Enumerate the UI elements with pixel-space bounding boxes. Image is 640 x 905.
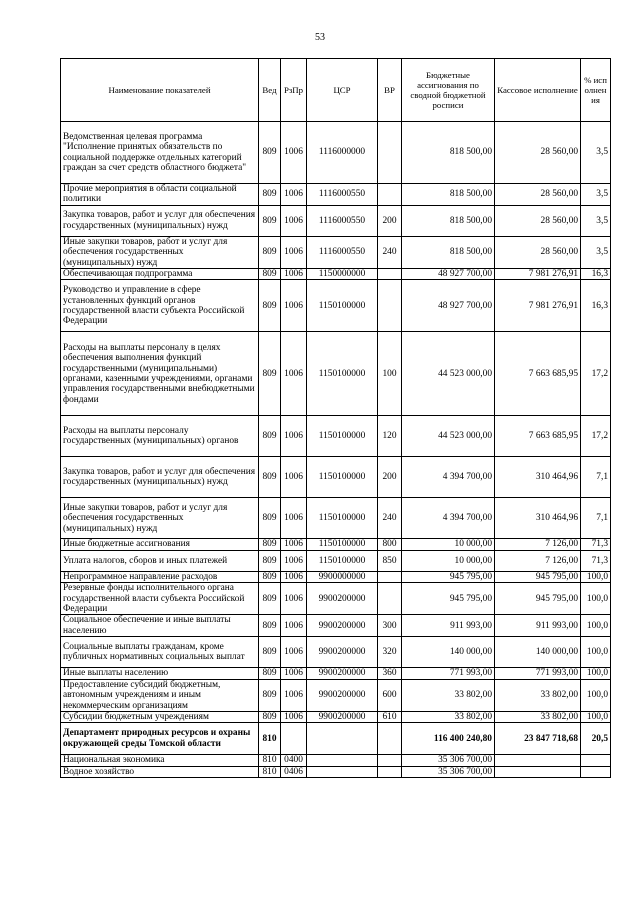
row-ved: 809	[259, 236, 281, 268]
row-budget-allocation: 945 795,00	[402, 583, 495, 615]
row-execution-percent: 3,5	[581, 205, 611, 236]
row-cash-execution: 911 993,00	[495, 615, 581, 637]
row-cash-execution: 7 663 685,95	[495, 332, 581, 416]
row-cash-execution: 310 464,96	[495, 498, 581, 539]
row-indicator-name: Департамент природных ресурсов и охраны окружающей среды Томской области	[61, 723, 259, 755]
table-row	[61, 539, 611, 550]
row-ved: 809	[259, 457, 281, 498]
row-budget-allocation: 44 523 000,00	[402, 332, 495, 416]
row-csr: 1150100000	[307, 332, 378, 416]
header-csr: ЦСР	[307, 59, 378, 122]
row-csr: 1116000550	[307, 205, 378, 236]
row-cash-execution: 310 464,96	[495, 457, 581, 498]
row-vr: 120	[378, 416, 402, 457]
row-cash-execution: 7 126,00	[495, 550, 581, 571]
row-budget-allocation: 4 394 700,00	[402, 498, 495, 539]
row-indicator-name: Социальные выплаты гражданам, кроме публичных нормативных социальных выплат	[61, 637, 259, 668]
row-rzpr: 1006	[281, 122, 307, 184]
row-execution-percent: 16,3	[581, 269, 611, 280]
row-ved: 809	[259, 583, 281, 615]
row-execution-percent: 100,0	[581, 571, 611, 582]
row-ved: 809	[259, 668, 281, 679]
row-rzpr: 1006	[281, 637, 307, 668]
row-indicator-name: Закупка товаров, работ и услуг для обеспечения государственных (муниципальных) нужд	[61, 457, 259, 498]
row-rzpr: 1006	[281, 711, 307, 722]
row-vr: 600	[378, 679, 402, 711]
row-budget-allocation: 818 500,00	[402, 122, 495, 184]
row-ved: 809	[259, 679, 281, 711]
header-execution-percent: % исполнения	[581, 59, 611, 122]
row-ved: 809	[259, 498, 281, 539]
row-execution-percent: 100,0	[581, 679, 611, 711]
table-row	[61, 236, 611, 268]
row-csr: 1116000550	[307, 236, 378, 268]
row-indicator-name: Непрограммное направление расходов	[61, 571, 259, 582]
row-cash-execution: 28 560,00	[495, 236, 581, 268]
row-budget-allocation: 771 993,00	[402, 668, 495, 679]
row-csr: 1150100000	[307, 280, 378, 332]
row-indicator-name: Иные закупки товаров, работ и услуг для обеспечения государственных (муниципальных) нужд	[61, 236, 259, 268]
row-rzpr	[281, 723, 307, 755]
row-rzpr: 1006	[281, 236, 307, 268]
row-budget-allocation: 33 802,00	[402, 711, 495, 722]
row-cash-execution: 140 000,00	[495, 637, 581, 668]
row-csr	[307, 723, 378, 755]
table-row	[61, 755, 611, 766]
row-vr	[378, 269, 402, 280]
row-cash-execution: 7 981 276,91	[495, 280, 581, 332]
row-vr: 240	[378, 236, 402, 268]
row-budget-allocation: 945 795,00	[402, 571, 495, 582]
row-rzpr: 1006	[281, 539, 307, 550]
row-csr: 1150100000	[307, 457, 378, 498]
row-csr: 9900000000	[307, 571, 378, 582]
row-rzpr: 0406	[281, 766, 307, 777]
row-budget-allocation: 911 993,00	[402, 615, 495, 637]
row-indicator-name: Иные бюджетные ассигнования	[61, 539, 259, 550]
row-csr: 9900200000	[307, 615, 378, 637]
row-rzpr: 1006	[281, 498, 307, 539]
row-execution-percent: 7,1	[581, 498, 611, 539]
row-vr: 300	[378, 615, 402, 637]
row-cash-execution: 7 981 276,91	[495, 269, 581, 280]
row-indicator-name: Ведомственная целевая программа "Исполнение принятых обязательств по социальной поддержке отдельных категорий граждан за счет средств областного бюджета"	[61, 122, 259, 184]
row-vr: 200	[378, 457, 402, 498]
row-indicator-name: Расходы на выплаты персоналу государственных (муниципальных) органов	[61, 416, 259, 457]
row-ved: 810	[259, 766, 281, 777]
row-ved: 809	[259, 571, 281, 582]
row-execution-percent: 17,2	[581, 416, 611, 457]
row-rzpr: 1006	[281, 457, 307, 498]
row-execution-percent: 100,0	[581, 583, 611, 615]
row-cash-execution: 28 560,00	[495, 122, 581, 184]
table-row	[61, 205, 611, 236]
row-vr	[378, 723, 402, 755]
table-row	[61, 332, 611, 416]
row-execution-percent: 71,3	[581, 550, 611, 571]
row-budget-allocation: 35 306 700,00	[402, 755, 495, 766]
row-csr: 1116000000	[307, 122, 378, 184]
row-vr	[378, 280, 402, 332]
table-row	[61, 723, 611, 755]
row-indicator-name: Иные выплаты населению	[61, 668, 259, 679]
row-budget-allocation: 140 000,00	[402, 637, 495, 668]
row-budget-allocation: 35 306 700,00	[402, 766, 495, 777]
row-cash-execution: 33 802,00	[495, 679, 581, 711]
row-rzpr: 1006	[281, 332, 307, 416]
row-vr	[378, 755, 402, 766]
table-row	[61, 184, 611, 206]
table-row	[61, 711, 611, 722]
row-csr: 1150100000	[307, 539, 378, 550]
row-execution-percent: 71,3	[581, 539, 611, 550]
row-rzpr: 1006	[281, 416, 307, 457]
row-rzpr: 0400	[281, 755, 307, 766]
row-ved: 810	[259, 755, 281, 766]
header-indicator-name: Наименование показателей	[61, 59, 259, 122]
row-execution-percent: 100,0	[581, 637, 611, 668]
row-execution-percent: 7,1	[581, 457, 611, 498]
row-indicator-name: Обеспечивающая подпрограмма	[61, 269, 259, 280]
table-row	[61, 668, 611, 679]
row-indicator-name: Расходы на выплаты персоналу в целях обеспечения выполнения функций государственными (муниципальными) органами, казенными учреждениями, органами управления государственными внебюджетными фондами	[61, 332, 259, 416]
row-indicator-name: Социальное обеспечение и иные выплаты населению	[61, 615, 259, 637]
row-budget-allocation: 48 927 700,00	[402, 280, 495, 332]
row-ved: 809	[259, 550, 281, 571]
row-csr: 1116000550	[307, 184, 378, 206]
row-vr	[378, 766, 402, 777]
row-vr: 610	[378, 711, 402, 722]
row-execution-percent: 100,0	[581, 615, 611, 637]
row-csr: 1150100000	[307, 498, 378, 539]
table-row	[61, 679, 611, 711]
table-row	[61, 571, 611, 582]
row-rzpr: 1006	[281, 583, 307, 615]
row-csr: 9900200000	[307, 637, 378, 668]
table-row	[61, 269, 611, 280]
table-row	[61, 280, 611, 332]
page-number: 53	[315, 32, 325, 43]
row-rzpr: 1006	[281, 269, 307, 280]
row-ved: 809	[259, 615, 281, 637]
row-vr: 360	[378, 668, 402, 679]
row-budget-allocation: 44 523 000,00	[402, 416, 495, 457]
row-csr: 9900200000	[307, 711, 378, 722]
row-ved: 809	[259, 637, 281, 668]
row-vr	[378, 571, 402, 582]
row-execution-percent: 100,0	[581, 668, 611, 679]
row-execution-percent: 20,5	[581, 723, 611, 755]
row-execution-percent: 16,3	[581, 280, 611, 332]
row-budget-allocation: 48 927 700,00	[402, 269, 495, 280]
row-vr: 800	[378, 539, 402, 550]
row-csr: 1150100000	[307, 416, 378, 457]
row-execution-percent: 3,5	[581, 184, 611, 206]
row-csr: 9900200000	[307, 583, 378, 615]
row-cash-execution: 28 560,00	[495, 184, 581, 206]
row-csr: 9900200000	[307, 668, 378, 679]
row-ved: 809	[259, 280, 281, 332]
row-indicator-name: Иные закупки товаров, работ и услуг для обеспечения государственных (муниципальных) нужд	[61, 498, 259, 539]
table-row	[61, 766, 611, 777]
row-budget-allocation: 116 400 240,80	[402, 723, 495, 755]
row-vr	[378, 122, 402, 184]
row-execution-percent: 100,0	[581, 711, 611, 722]
row-csr: 1150000000	[307, 269, 378, 280]
row-cash-execution	[495, 766, 581, 777]
table-row	[61, 122, 611, 184]
row-rzpr: 1006	[281, 679, 307, 711]
row-csr: 9900200000	[307, 679, 378, 711]
row-cash-execution: 28 560,00	[495, 205, 581, 236]
row-ved: 809	[259, 332, 281, 416]
header-rzpr: РзПр	[281, 59, 307, 122]
row-csr: 1150100000	[307, 550, 378, 571]
row-indicator-name: Закупка товаров, работ и услуг для обеспечения государственных (муниципальных) нужд	[61, 205, 259, 236]
row-indicator-name: Резервные фонды исполнительного органа государственной власти субъекта Российской Федерации	[61, 583, 259, 615]
row-execution-percent	[581, 766, 611, 777]
row-ved: 809	[259, 539, 281, 550]
table-row	[61, 457, 611, 498]
header-cash-execution: Кассовое исполнение	[495, 59, 581, 122]
row-execution-percent: 3,5	[581, 122, 611, 184]
row-vr	[378, 184, 402, 206]
row-indicator-name: Водное хозяйство	[61, 766, 259, 777]
row-budget-allocation: 818 500,00	[402, 205, 495, 236]
row-rzpr: 1006	[281, 550, 307, 571]
table-row	[61, 583, 611, 615]
row-rzpr: 1006	[281, 280, 307, 332]
table-row	[61, 416, 611, 457]
table-row	[61, 498, 611, 539]
row-csr	[307, 766, 378, 777]
row-ved: 809	[259, 711, 281, 722]
row-rzpr: 1006	[281, 184, 307, 206]
row-csr	[307, 755, 378, 766]
row-execution-percent: 17,2	[581, 332, 611, 416]
row-cash-execution: 945 795,00	[495, 583, 581, 615]
row-vr: 200	[378, 205, 402, 236]
row-cash-execution: 33 802,00	[495, 711, 581, 722]
row-budget-allocation: 818 500,00	[402, 236, 495, 268]
row-vr	[378, 583, 402, 615]
row-vr: 100	[378, 332, 402, 416]
row-ved: 810	[259, 723, 281, 755]
row-vr: 320	[378, 637, 402, 668]
budget-execution-table	[60, 58, 611, 778]
header-vr: ВР	[378, 59, 402, 122]
row-indicator-name: Национальная экономика	[61, 755, 259, 766]
row-rzpr: 1006	[281, 668, 307, 679]
row-cash-execution: 7 126,00	[495, 539, 581, 550]
header-ved: Вед	[259, 59, 281, 122]
table-row	[61, 615, 611, 637]
row-cash-execution: 7 663 685,95	[495, 416, 581, 457]
row-budget-allocation: 10 000,00	[402, 539, 495, 550]
row-ved: 809	[259, 122, 281, 184]
row-vr: 240	[378, 498, 402, 539]
row-vr: 850	[378, 550, 402, 571]
table-row	[61, 637, 611, 668]
table-row	[61, 550, 611, 571]
row-indicator-name: Руководство и управление в сфере установленных функций органов государственной власти субъекта Российской Федерации	[61, 280, 259, 332]
row-ved: 809	[259, 416, 281, 457]
row-cash-execution: 771 993,00	[495, 668, 581, 679]
row-rzpr: 1006	[281, 205, 307, 236]
row-execution-percent: 3,5	[581, 236, 611, 268]
row-rzpr: 1006	[281, 571, 307, 582]
row-cash-execution: 945 795,00	[495, 571, 581, 582]
row-execution-percent	[581, 755, 611, 766]
row-indicator-name: Предоставление субсидий бюджетным, автономным учреждениям и иным некоммерческим организациям	[61, 679, 259, 711]
row-budget-allocation: 818 500,00	[402, 184, 495, 206]
header-budget-allocations: Бюджетные ассигнования по сводной бюджетной росписи	[402, 59, 495, 122]
row-budget-allocation: 33 802,00	[402, 679, 495, 711]
row-ved: 809	[259, 269, 281, 280]
row-indicator-name: Прочие мероприятия в области социальной политики	[61, 184, 259, 206]
row-budget-allocation: 10 000,00	[402, 550, 495, 571]
row-rzpr: 1006	[281, 615, 307, 637]
row-ved: 809	[259, 184, 281, 206]
row-cash-execution: 23 847 718,68	[495, 723, 581, 755]
row-cash-execution	[495, 755, 581, 766]
row-budget-allocation: 4 394 700,00	[402, 457, 495, 498]
row-indicator-name: Субсидии бюджетным учреждениям	[61, 711, 259, 722]
row-ved: 809	[259, 205, 281, 236]
table-header-row	[61, 59, 611, 122]
row-indicator-name: Уплата налогов, сборов и иных платежей	[61, 550, 259, 571]
